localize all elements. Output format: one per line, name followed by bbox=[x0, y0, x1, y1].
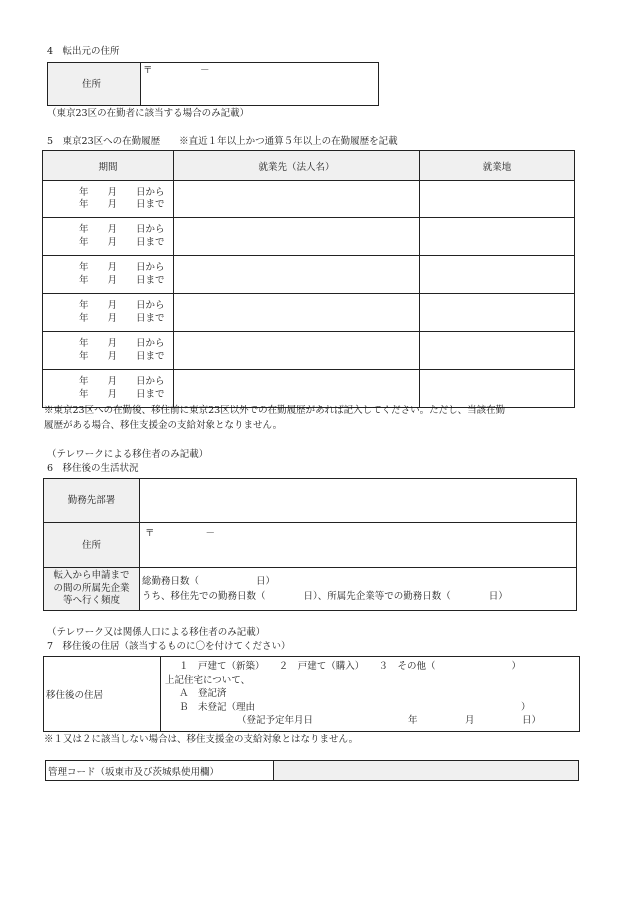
option-registered[interactable]: Ａ 登記済 bbox=[179, 688, 227, 700]
employer-cell[interactable] bbox=[174, 370, 420, 408]
period-to: 年 月 日まで bbox=[79, 236, 165, 248]
freq-label-line2: の間の所属先企業 bbox=[53, 582, 130, 594]
table-row bbox=[43, 256, 575, 294]
former-address-input[interactable] bbox=[141, 81, 378, 105]
housing-registration-intro: 上記住宅について、 bbox=[165, 674, 251, 686]
location-cell[interactable] bbox=[420, 370, 575, 408]
employer-cell[interactable] bbox=[174, 294, 420, 332]
living-status-table bbox=[43, 478, 577, 611]
table-row bbox=[43, 181, 575, 218]
management-code-field bbox=[274, 761, 579, 781]
management-code-label: 管理コード（坂東市及び茨城県使用欄） bbox=[46, 761, 274, 781]
dept-input[interactable] bbox=[140, 479, 577, 523]
col-employer: 就業先（法人名） bbox=[174, 151, 420, 181]
period-from: 年 月 日から bbox=[79, 376, 165, 387]
section5-note-line1: ※東京23区への在勤後、移住前に東京23区以外での在勤履歴があれば記入してください。ただし、当該在勤 bbox=[44, 405, 506, 416]
dept-label: 勤務先部署 bbox=[44, 479, 140, 523]
period-from: 年 月 日から bbox=[79, 338, 165, 349]
section7-note: ※１又は２に該当しない場合は、移住支援金の支給対象とはなりません。 bbox=[44, 734, 359, 745]
table-row bbox=[43, 332, 575, 370]
table-row bbox=[43, 294, 575, 332]
housing-label: 移住後の住居 bbox=[44, 657, 161, 732]
col-period: 期間 bbox=[43, 151, 174, 181]
period-from: 年 月 日から bbox=[79, 262, 165, 273]
freq-input[interactable] bbox=[140, 568, 577, 611]
option-unregistered[interactable]: Ｂ 未登記（理由 ） bbox=[179, 701, 531, 713]
former-address-box bbox=[47, 62, 379, 106]
freq-breakdown: うち、移住先での勤務日数（ 日）、所属先企業等での勤務日数（ 日） bbox=[142, 591, 508, 602]
housing-options[interactable] bbox=[161, 657, 580, 732]
freq-label-line3: 等へ行く頻度 bbox=[62, 595, 120, 607]
employer-cell[interactable] bbox=[174, 181, 420, 218]
employer-cell[interactable] bbox=[174, 218, 420, 256]
location-cell[interactable] bbox=[420, 256, 575, 294]
section7-heading: 7 移住後の住居（該当するものに〇を付けてください） bbox=[47, 641, 291, 652]
period-to: 年 月 日まで bbox=[79, 350, 165, 362]
period-to: 年 月 日まで bbox=[79, 388, 165, 400]
employer-cell[interactable] bbox=[174, 332, 420, 370]
period-from: 年 月 日から bbox=[79, 224, 165, 235]
section6-pre: （テレワークによる移住者のみ記載） bbox=[47, 449, 209, 460]
postal-dash: － bbox=[200, 65, 210, 76]
section5-note-line2: 履歴がある場合、移住支援金の支給対象となりません。 bbox=[44, 420, 283, 431]
table-row bbox=[43, 218, 575, 256]
employer-cell[interactable] bbox=[174, 256, 420, 294]
management-code-table bbox=[45, 760, 579, 781]
period-to: 年 月 日まで bbox=[79, 274, 165, 286]
section6-heading: 6 移住後の生活状況 bbox=[47, 463, 139, 474]
addr-input[interactable] bbox=[140, 523, 577, 568]
work-history-table bbox=[42, 150, 575, 408]
period-to: 年 月 日まで bbox=[79, 312, 165, 324]
postal-dash: － bbox=[205, 528, 216, 539]
location-cell[interactable] bbox=[420, 332, 575, 370]
postal-mark: 〒 bbox=[145, 528, 155, 539]
freq-total-days: 総勤務日数（ 日） bbox=[142, 576, 276, 587]
table-row bbox=[43, 370, 575, 408]
former-address-label: 住所 bbox=[82, 79, 102, 90]
section5-heading: 5 東京23区への在勤履歴 ※直近１年以上かつ通算５年以上の在勤履歴を記載 bbox=[47, 136, 398, 147]
addr-label: 住所 bbox=[44, 523, 140, 568]
freq-label-line1: 転入から申請まで bbox=[53, 570, 130, 582]
section7-pre: （テレワーク又は関係人口による移住者のみ記載） bbox=[47, 627, 266, 638]
postal-mark: 〒 bbox=[143, 65, 153, 76]
location-cell[interactable] bbox=[420, 294, 575, 332]
section4-note: （東京23区の在勤者に該当する場合のみ記載） bbox=[47, 108, 250, 119]
period-from: 年 月 日から bbox=[79, 186, 165, 198]
period-to: 年 月 日まで bbox=[79, 199, 165, 210]
housing-type-options[interactable]: １ 戸建て（新築） ２ 戸建て（購入） ３ その他（ ） bbox=[179, 661, 522, 673]
section4-heading: 4 転出元の住所 bbox=[47, 46, 120, 57]
planned-registration-date[interactable]: （登記予定年月日 年 月 日） bbox=[237, 715, 542, 727]
location-cell[interactable] bbox=[420, 218, 575, 256]
period-from: 年 月 日から bbox=[79, 300, 165, 311]
housing-table bbox=[43, 656, 580, 732]
col-location: 就業地 bbox=[420, 151, 575, 181]
location-cell[interactable] bbox=[420, 181, 575, 218]
